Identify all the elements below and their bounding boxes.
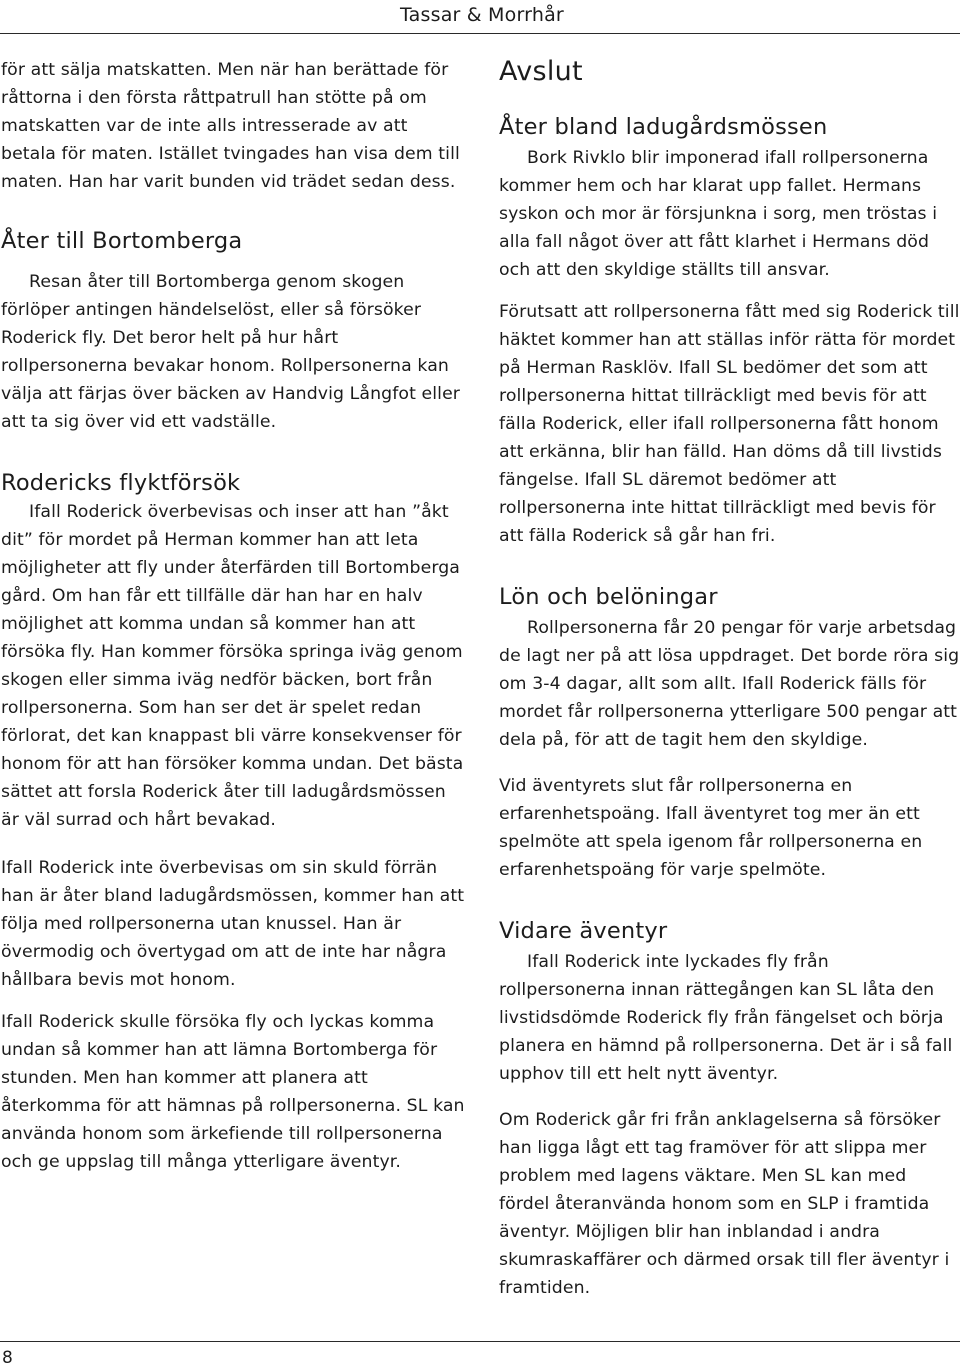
section-heading-lon-och-beloningar: Lön och belöningar <box>499 584 718 610</box>
running-header <box>0 0 960 34</box>
paragraph: Ifall Roderick överbevisas och inser att han ”åkt dit” för mordet på Herman kommer han att leta möjligheter att fly under återfärden till Bortomberga gård. Om han får ett tillfälle där han har en halv möjlighet att komma undan så kommer han att försöka fly. Han kommer försöka springa iväg genom skogen eller simma iväg nedför bäcken, bort från rollpersonerna. Som han ser det är spelet redan förlorat, det kan knappast bli värre konsekvenser för honom för att han försöker komma undan. Det bästa sättet att forsla Roderick åter till ladugårdsmössen är väl surrad och hårt bevakad. <box>1 502 464 830</box>
page-number: 8 <box>2 1348 13 1368</box>
paragraph: Rollpersonerna får 20 pengar för varje arbetsdag de lagt ner på att lösa uppdraget. Det borde röra sig om 3-4 dagar, allt som allt. Ifall Roderick fälls för mordet får rollpersonerna ytterligare 500 pengar att dela på, för att de tagit hem den skyldige. <box>499 618 960 750</box>
paragraph: Ifall Roderick inte lyckades fly från rollpersonerna innan rättegången kan SL låta den livstidsdömde Roderick fly från fängelset och börja planera en hämnd på rollpersonerna. Det är i så fall upphov till ett helt nytt äventyr. <box>499 952 953 1084</box>
paragraph: Resan åter till Bortomberga genom skogen förlöper antingen händelselöst, eller så försöker Roderick fly. Det beror helt på hur hårt rollpersonerna bevakar honom. Rollpersonerna kan välja att färjas över bäcken av Handvig Långfot eller att ta sig över vid ett vadställe. <box>1 272 461 432</box>
chapter-title: Avslut <box>499 56 583 87</box>
section-heading-ater-bland-ladugardsmossen: Åter bland ladugårdsmössen <box>499 114 828 140</box>
right-column <box>499 56 960 1302</box>
paragraph: Vid äventyrets slut får rollpersonerna en erfarenhetspoäng. Ifall äventyret tog mer än ett spelmöte att spela igenom får rollpersonerna en erfarenhetspoäng för varje spelmöte. <box>499 776 923 880</box>
left-column <box>1 56 466 1176</box>
section-heading-ater-till-bortomberga: Åter till Bortomberga <box>1 228 243 254</box>
intro-paragraph: för att sälja matskatten. Men när han berättade för råttorna i den första råttpatrull han stötte på om matskatten var de inte alls intresserade av att betala för maten. Istället tvingades han visa dem till maten. Han har varit bunden vid trädet sedan dess. <box>1 60 460 192</box>
paragraph: Ifall Roderick inte överbevisas om sin skuld förrän han är åter bland ladugårdsmössen, kommer han att följa med rollpersonerna utan knussel. Han är övermodig och övertygad om att de inte har några hållbara bevis mot honom. <box>1 858 465 990</box>
page-footer <box>0 1341 960 1371</box>
paragraph: Om Roderick går fri från anklagelserna så försöker han ligga lågt ett tag framöver för att slippa mer problem med lagens väktare. Men SL kan med fördel återanvända honom som en SLP i framtida äventyr. Möjligen blir han inblandad i andra skumraskaffärer och därmed orsak till fler äventyr i framtiden. <box>499 1110 950 1298</box>
section-heading-rodericks-flyktforsok: Rodericks flyktförsök <box>1 470 241 496</box>
paragraph: Bork Rivklo blir imponerad ifall rollpersonerna kommer hem och har klarat upp fallet. Hermans syskon och mor är försjunkna i sorg, men tröstas i alla fall något över att fått klarhet i Hermans död och att den skyldige ställts till ansvar. <box>499 148 938 280</box>
paragraph: Ifall Roderick skulle försöka fly och lyckas komma undan så kommer han att lämna Bortomberga för stunden. Men han kommer att planera att återkomma för att hämnas på rollpersonerna. SL kan använda honom som ärkefiende till rollpersonerna och ge uppslag till många ytterligare äventyr. <box>1 1012 465 1172</box>
header-title: Tassar & Morrhår <box>400 4 564 26</box>
section-heading-vidare-aventyr: Vidare äventyr <box>499 918 668 944</box>
paragraph: Förutsatt att rollpersonerna fått med sig Roderick till häktet kommer han att ställas inför rätta för mordet på Herman Rasklöv. Ifall SL bedömer det som att rollpersonerna hittat tillräckligt med bevis för att fälla Roderick, eller ifall rollpersonerna fått honom att erkänna, blir han fälld. Han döms då till livstids fängelse. Ifall SL däremot bedömer att rollpersonerna inte hittat tillräckligt med bevis för att fälla Roderick så går han fri. <box>499 302 960 546</box>
